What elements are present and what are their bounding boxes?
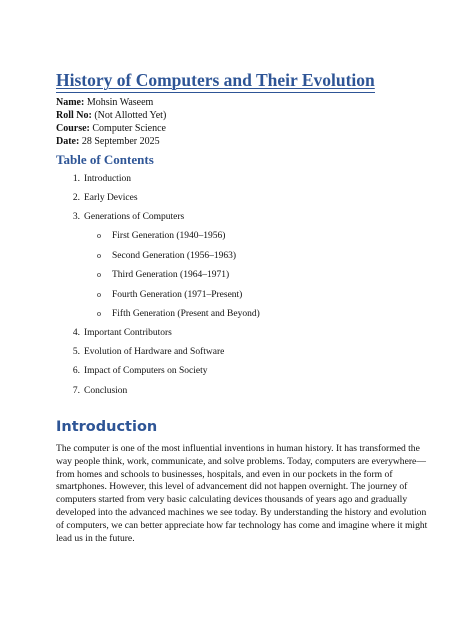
toc-item-label: Conclusion — [84, 386, 128, 396]
toc-sub-item-label: Second Generation (1956–1963) — [112, 251, 236, 261]
meta-roll-no — [56, 109, 166, 122]
toc-sub-item-label: First Generation (1940–1956) — [112, 231, 226, 241]
meta-name — [56, 96, 153, 109]
document-title: History of Computers and Their Evolution — [56, 70, 375, 93]
bullet-icon: o — [97, 290, 101, 299]
paragraph-line: way people think, work, communicate, and solve problems. Today, computers are everywhere— — [56, 455, 426, 467]
meta-date-value: 28 September 2025 — [81, 136, 160, 147]
meta-course — [56, 122, 166, 135]
paragraph-line: from homes and schools to businesses, hospitals, and even in our pockets in the form of — [56, 468, 393, 480]
toc-item-label: Evolution of Hardware and Software — [84, 347, 225, 357]
toc-sub-item-label: Fifth Generation (Present and Beyond) — [112, 309, 260, 319]
meta-name-label: Name: — [56, 97, 85, 108]
toc-item-number: 5. — [72, 347, 80, 357]
bullet-icon: o — [97, 270, 101, 279]
section-heading-introduction: Introduction — [56, 419, 158, 435]
toc-item-label: Introduction — [84, 174, 131, 184]
meta-date-label: Date: — [56, 136, 80, 147]
toc-sub-item-label: Third Generation (1964–1971) — [112, 270, 230, 280]
meta-date — [56, 135, 160, 148]
toc-item-label: Early Devices — [84, 193, 138, 203]
toc-item-number: 7. — [72, 386, 80, 396]
toc-heading: Table of Contents — [56, 152, 154, 167]
meta-course-label: Course: — [56, 123, 90, 134]
paragraph-line: The computer is one of the most influential inventions in human history. It has transformed the — [56, 443, 420, 454]
paragraph-line: lead us in the future. — [56, 532, 135, 544]
toc-item-number: 3. — [72, 212, 80, 222]
introduction-paragraph — [56, 443, 426, 545]
bullet-icon: o — [97, 231, 101, 240]
paragraph-line: computers started from very basic calculating devices thousands of years ago and gradually — [56, 494, 408, 506]
toc-item-number: 1. — [72, 174, 80, 184]
meta-course-value: Computer Science — [92, 123, 166, 134]
paragraph-line: smartphones. However, this level of advancement did not happen overnight. The journey of — [56, 481, 408, 493]
toc-item-label: Important Contributors — [84, 328, 172, 338]
toc-sub-item-label: Fourth Generation (1971–Present) — [112, 290, 243, 300]
bullet-icon: o — [97, 309, 101, 318]
paragraph-line: of computers, we can better appreciate how far technology has come and imagine where it might — [56, 519, 428, 531]
bullet-icon: o — [97, 251, 101, 260]
meta-name-value: Mohsin Waseem — [86, 97, 154, 108]
toc-item-label: Impact of Computers on Society — [84, 366, 208, 376]
meta-roll-no-label: Roll No: — [56, 110, 92, 121]
toc-item-number: 2. — [72, 193, 80, 203]
paragraph-line: developed into the advanced machines we see today. By understanding the history and evolution — [56, 506, 427, 518]
toc-item-number: 4. — [72, 328, 80, 338]
toc-item-label: Generations of Computers — [84, 212, 185, 222]
meta-roll-no-value: (Not Allotted Yet) — [94, 110, 167, 121]
toc-item-number: 6. — [72, 366, 80, 376]
